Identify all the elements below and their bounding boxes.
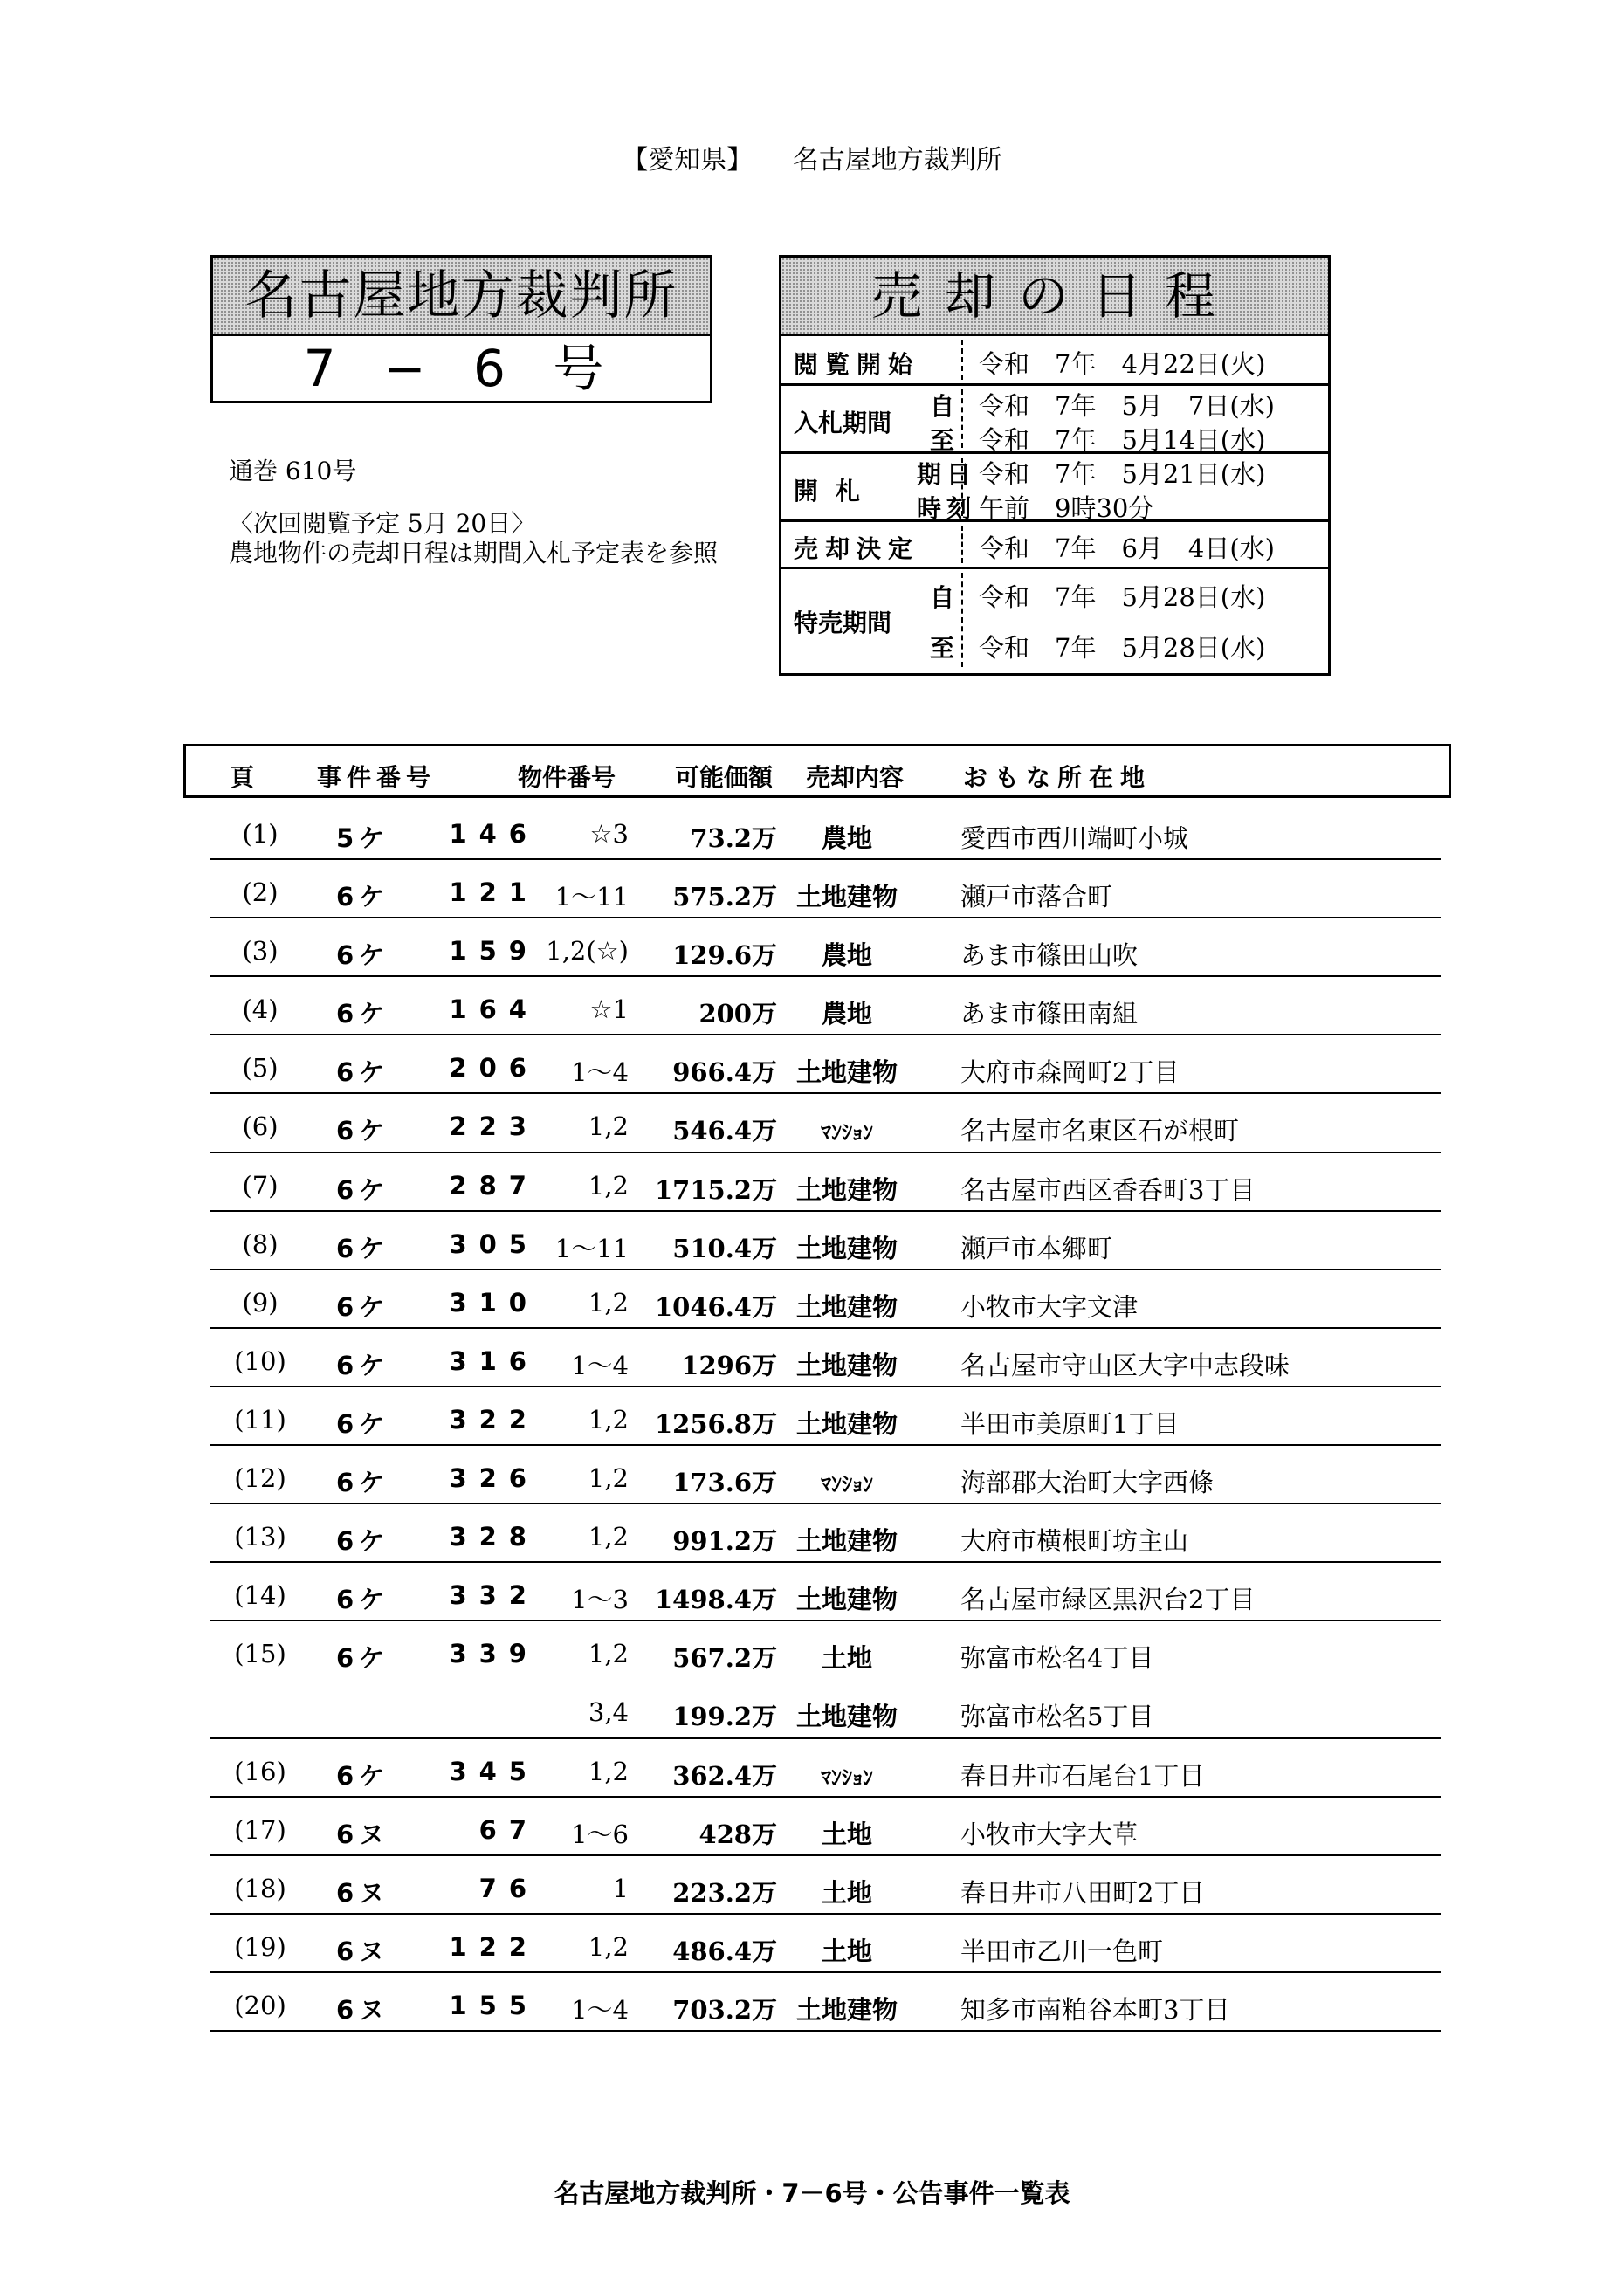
row-address: 名古屋市緑区黒沢台2丁目 (960, 1585, 1256, 1615)
row-address: 大府市横根町坊主山 (960, 1526, 1189, 1557)
row-address: あま市篠田山吹 (960, 940, 1139, 971)
row-case-era: 6ケ (336, 1526, 390, 1557)
row-case-era: 5ケ (336, 823, 390, 853)
row-price: 1498.4万 (655, 1585, 777, 1615)
row-item-number: 1,2 (588, 1756, 629, 1786)
row-price: 966.4万 (672, 1057, 777, 1088)
table-row (210, 1563, 1441, 1621)
schedule-row (781, 386, 1328, 454)
row-page: (10) (234, 1345, 286, 1376)
table-row (210, 977, 1441, 1035)
header-sale-type: 売却内容 (806, 763, 905, 792)
sale-schedule-box (779, 255, 1331, 676)
row-case-era: 6ケ (336, 1116, 390, 1146)
row-case-no: 121 (449, 877, 539, 908)
row-address: 名古屋市名東区石が根町 (960, 1116, 1240, 1146)
schedule-divider (961, 389, 963, 448)
row-address: 小牧市大字文津 (960, 1291, 1139, 1322)
row-case-no: 310 (449, 1287, 539, 1317)
schedule-row-value: 令和 7年 5月28日(水) (979, 582, 1266, 612)
row-item-number: 1～3 (571, 1585, 629, 1615)
row-item-number: 1,2 (588, 1463, 629, 1494)
table-row (210, 802, 1441, 860)
row-page: (9) (242, 1287, 279, 1317)
row-sale-type: ﾏﾝｼｮﾝ (821, 1471, 873, 1497)
row-case-era: 6ケ (336, 1291, 390, 1322)
row-case-no: 164 (449, 994, 539, 1025)
row-case-no: 122 (449, 1931, 539, 1962)
row-price: 1296万 (681, 1350, 777, 1380)
row-case-era: 6ケ (336, 1233, 390, 1263)
row-case-no: 328 (449, 1522, 539, 1552)
table-row (210, 1035, 1441, 1094)
row-page: (3) (242, 936, 279, 967)
row-page: (17) (234, 1814, 286, 1845)
table-row (210, 1856, 1441, 1915)
row-case-no: 67 (478, 1814, 539, 1845)
row-price: 428万 (698, 1819, 777, 1849)
row-case-era: 6ヌ (336, 1819, 390, 1849)
row-price: 567.2万 (672, 1643, 777, 1674)
row-case-era: 6ヌ (336, 1936, 390, 1966)
title-issue: 7 − 6 号 (303, 339, 620, 398)
title-court: 名古屋地方裁判所 (213, 258, 710, 336)
row-case-era: 6ヌ (336, 1877, 390, 1908)
row-address: 半田市美原町1丁目 (960, 1408, 1180, 1439)
row-case-no: 316 (449, 1345, 539, 1376)
schedule-row-value: 令和 7年 5月21日(水) (979, 458, 1266, 489)
schedule-divider (961, 458, 963, 516)
row-sale-type: 土地建物 (795, 1585, 898, 1615)
header-item-number: 物件番号 (518, 763, 616, 792)
schedule-row-sublabel: 自 (930, 391, 955, 421)
row-case-no: 287 (449, 1170, 539, 1201)
schedule-row-value: 午前 9時30分 (979, 492, 1154, 523)
row-case-era: 6ケ (336, 1174, 390, 1205)
table-row (210, 1798, 1441, 1856)
row-sale-type: 土地 (821, 1819, 872, 1849)
row-page: (11) (234, 1404, 286, 1434)
schedule-row-label: 閲覧開始 (794, 349, 920, 379)
schedule-row-value: 令和 7年 5月14日(水) (979, 424, 1266, 455)
row-sale-type: ﾏﾝｼｮﾝ (821, 1764, 873, 1790)
row-price: 991.2万 (672, 1526, 777, 1557)
table-row (210, 1504, 1441, 1563)
next-viewing-note: 〈次回閲覧予定 5月 20日〉 (229, 509, 536, 538)
table-row (210, 1915, 1441, 1973)
row-address: 大府市森岡町2丁目 (960, 1057, 1180, 1088)
table-row (210, 1329, 1441, 1387)
schedule-divider (961, 340, 963, 380)
row-sale-type: 農地 (821, 823, 872, 853)
row-price: 199.2万 (672, 1702, 777, 1732)
schedule-row (781, 569, 1328, 671)
row-item-number: 1～11 (554, 1233, 629, 1263)
row-price: 173.6万 (672, 1468, 777, 1498)
row-case-era: 6ケ (336, 999, 390, 1029)
row-page: (19) (234, 1931, 286, 1962)
table-row (210, 1973, 1441, 2032)
schedule-row-sublabel: 至 (930, 425, 955, 455)
row-case-no: 322 (449, 1404, 539, 1434)
row-sale-type: 土地建物 (795, 1408, 898, 1439)
row-page: (8) (242, 1228, 279, 1259)
schedule-row-label: 入札期間 (794, 409, 892, 437)
schedule-row-value: 令和 7年 5月28日(水) (979, 633, 1266, 663)
row-price: 223.2万 (672, 1877, 777, 1908)
row-price: 510.4万 (672, 1233, 777, 1263)
row-page: (20) (234, 1990, 286, 2020)
row-case-era: 6ケ (336, 1408, 390, 1439)
row-sale-type: 土地建物 (795, 1233, 898, 1263)
row-page: (4) (242, 994, 279, 1025)
row-sale-type: 土地建物 (795, 1994, 898, 2025)
row-case-no: 345 (449, 1756, 539, 1786)
row-case-era: 6ヌ (336, 1994, 390, 2025)
header-price: 可能価額 (675, 763, 774, 792)
row-case-era: 6ケ (336, 1468, 390, 1498)
header-case-number: 事件番号 (317, 763, 437, 792)
row-sale-type: 土地建物 (795, 1350, 898, 1380)
header-prefecture: 【愛知県】 (622, 145, 754, 175)
table-row (210, 860, 1441, 918)
row-item-number: 1,2(☆) (546, 936, 629, 967)
row-case-era: 6ケ (336, 1350, 390, 1380)
row-case-no: 155 (449, 1990, 539, 2020)
row-item-number: 1,2 (588, 1522, 629, 1552)
row-item-number: 1,2 (588, 1931, 629, 1962)
table-row (210, 1270, 1441, 1329)
farmland-note: 農地物件の売却日程は期間入札予定表を参照 (229, 539, 719, 568)
table-row (210, 1446, 1441, 1504)
row-case-no: 339 (449, 1639, 539, 1669)
row-address: 知多市南粕谷本町3丁目 (960, 1994, 1230, 2025)
page-footer: 名古屋地方裁判所・7－6号・公告事件一覧表 (554, 2178, 1070, 2208)
row-sale-type: 土地 (821, 1643, 872, 1674)
row-price: 129.6万 (672, 940, 777, 971)
row-page: (12) (234, 1463, 286, 1494)
row-case-no: 326 (449, 1463, 539, 1494)
header-court: 名古屋地方裁判所 (792, 145, 1002, 175)
row-item-number: 1 (612, 1873, 629, 1903)
row-page: (15) (234, 1639, 286, 1669)
row-price: 1046.4万 (655, 1291, 777, 1322)
row-case-era: 6ケ (336, 882, 390, 912)
row-address: 弥富市松名4丁目 (960, 1643, 1154, 1674)
schedule-row-label: 売却決定 (794, 534, 920, 563)
schedule-row-label: 特売期間 (794, 609, 892, 637)
row-sale-type: 土地建物 (795, 882, 898, 912)
schedule-row-sublabel: 時刻 (917, 493, 977, 523)
row-case-era: 6ケ (336, 1057, 390, 1088)
row-address: 名古屋市守山区大字中志段味 (960, 1350, 1290, 1380)
row-address: 春日井市八田町2丁目 (960, 1877, 1205, 1908)
row-address: 瀬戸市本郷町 (960, 1233, 1113, 1263)
row-case-no: 305 (449, 1228, 539, 1259)
row-sale-type: 農地 (821, 999, 872, 1029)
row-page: (1) (242, 819, 279, 849)
schedule-title: 売却の日程 (781, 258, 1328, 336)
row-page: (16) (234, 1756, 286, 1786)
row-case-no: 332 (449, 1580, 539, 1611)
row-case-no: 159 (449, 936, 539, 967)
row-price: 1256.8万 (655, 1408, 777, 1439)
table-row (210, 1387, 1441, 1446)
row-price: 546.4万 (672, 1116, 777, 1146)
row-address: 半田市乙川一色町 (960, 1936, 1164, 1966)
title-box (210, 255, 712, 403)
row-item-number: 1,2 (588, 1404, 629, 1434)
row-price: 362.4万 (672, 1760, 777, 1791)
row-page: (18) (234, 1873, 286, 1903)
schedule-row-sublabel: 自 (930, 583, 955, 612)
schedule-divider (961, 573, 963, 667)
schedule-row (781, 336, 1328, 386)
row-address: あま市篠田南組 (960, 999, 1139, 1029)
schedule-row-value: 令和 7年 4月22日(火) (979, 348, 1266, 379)
page-header (0, 138, 1624, 176)
row-case-no: 223 (449, 1111, 539, 1142)
row-case-era: 6ケ (336, 940, 390, 971)
row-item-number: 1,2 (588, 1170, 629, 1201)
row-case-no: 76 (478, 1873, 539, 1903)
schedule-row-value: 令和 7年 6月 4日(水) (979, 533, 1275, 563)
row-case-no: 146 (449, 819, 539, 849)
row-item-number: 1～11 (554, 882, 629, 912)
cases-table-header (183, 744, 1451, 798)
row-price: 703.2万 (672, 1994, 777, 2025)
schedule-row (781, 454, 1328, 522)
row-price: 575.2万 (672, 882, 777, 912)
header-page: 頁 (230, 763, 255, 792)
row-sale-type: 土地建物 (795, 1174, 898, 1205)
header-address: おもな所在地 (963, 763, 1153, 792)
schedule-row-value: 令和 7年 5月 7日(水) (979, 390, 1275, 421)
table-row (210, 1621, 1441, 1680)
table-row (210, 1094, 1441, 1152)
row-page: (2) (242, 877, 279, 908)
table-row (210, 1680, 1441, 1738)
schedule-divider (961, 526, 963, 563)
row-page: (13) (234, 1522, 286, 1552)
row-item-number: 1,2 (588, 1111, 629, 1142)
row-item-number: 3,4 (588, 1697, 629, 1728)
row-sale-type: 土地建物 (795, 1526, 898, 1557)
row-sale-type: 土地 (821, 1877, 872, 1908)
schedule-row (781, 522, 1328, 569)
row-item-number: 1,2 (588, 1639, 629, 1669)
row-address: 弥富市松名5丁目 (960, 1702, 1154, 1732)
row-page: (5) (242, 1053, 279, 1084)
table-row (210, 918, 1441, 977)
schedule-row-sublabel: 至 (930, 634, 955, 663)
row-case-era: 6ケ (336, 1760, 390, 1791)
row-item-number: 1～4 (571, 1057, 629, 1088)
cases-table (210, 802, 1441, 2032)
row-address: 春日井市石尾台1丁目 (960, 1760, 1205, 1791)
row-price: 486.4万 (672, 1936, 777, 1966)
row-address: 愛西市西川端町小城 (960, 823, 1189, 853)
row-item-number: 1～4 (571, 1994, 629, 2025)
row-case-era: 6ケ (336, 1585, 390, 1615)
table-row (210, 1212, 1441, 1270)
row-price: 1715.2万 (655, 1174, 777, 1205)
schedule-row-sublabel: 期日 (917, 459, 977, 489)
row-sale-type: 土地建物 (795, 1291, 898, 1322)
row-sale-type: 土地建物 (795, 1057, 898, 1088)
row-case-no: 206 (449, 1053, 539, 1084)
volume-number: 通巻 610号 (229, 457, 357, 485)
row-case-era: 6ケ (336, 1643, 390, 1674)
row-sale-type: 農地 (821, 940, 872, 971)
row-sale-type: ﾏﾝｼｮﾝ (821, 1119, 873, 1146)
row-price: 200万 (698, 999, 777, 1029)
row-item-number: ☆1 (589, 994, 629, 1025)
row-item-number: 1,2 (588, 1287, 629, 1317)
row-address: 海部郡大治町大字西條 (960, 1468, 1215, 1498)
row-item-number: ☆3 (589, 819, 629, 849)
row-address: 名古屋市西区香呑町3丁目 (960, 1174, 1256, 1205)
table-row (210, 1153, 1441, 1212)
row-page: (6) (242, 1111, 279, 1142)
row-page: (14) (234, 1580, 286, 1611)
row-address: 小牧市大字大草 (960, 1819, 1139, 1849)
row-item-number: 1～6 (571, 1819, 629, 1849)
row-item-number: 1～4 (571, 1350, 629, 1380)
schedule-row-label: 開札 (794, 477, 878, 506)
row-sale-type: 土地 (821, 1936, 872, 1966)
row-address: 瀬戸市落合町 (960, 882, 1113, 912)
row-sale-type: 土地建物 (795, 1702, 898, 1732)
table-row (210, 1739, 1441, 1798)
row-page: (7) (242, 1170, 279, 1201)
row-price: 73.2万 (690, 823, 777, 853)
